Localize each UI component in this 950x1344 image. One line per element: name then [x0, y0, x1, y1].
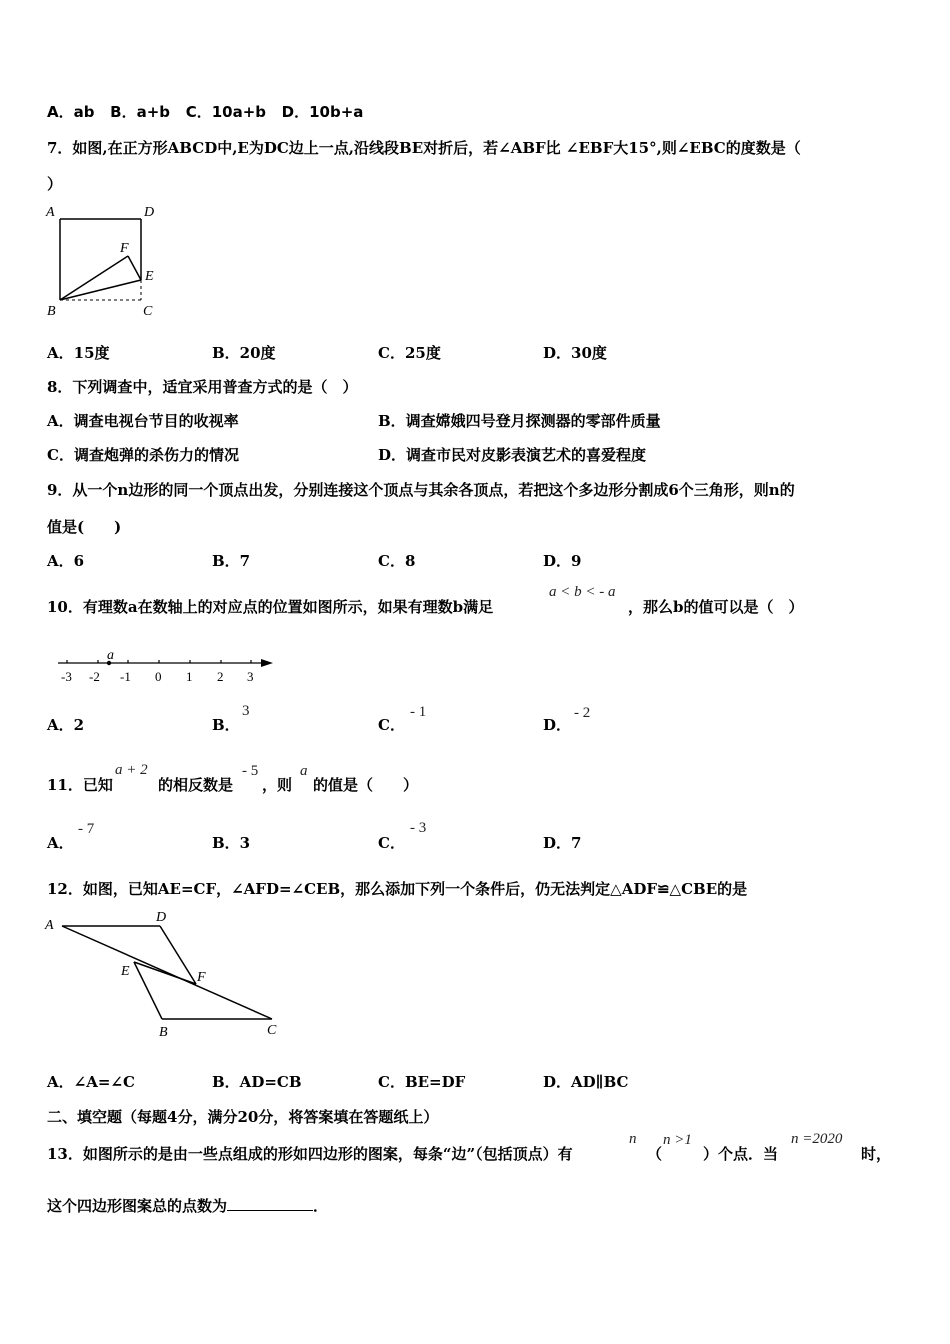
q12-figure — [40, 905, 290, 1045]
q10-tick-neg3: -3 — [61, 669, 72, 684]
q11-option-c: C． — [378, 834, 405, 852]
q11-stem-pre: 11．已知 — [47, 776, 113, 794]
q10-number-line — [55, 645, 280, 690]
q7-label-d: D — [144, 205, 155, 220]
q12-label-a: A — [45, 918, 54, 933]
q7-figure — [40, 200, 170, 325]
q11-expr-a: a — [300, 763, 308, 779]
q7-stem-end: ） — [47, 175, 63, 193]
q10-axis-a-label: a — [107, 648, 114, 663]
q11-option-c-math: - 3 — [410, 820, 427, 836]
q6-option-d: D．10b+a — [281, 103, 364, 121]
q6-option-b: B．a+b — [110, 103, 171, 121]
q11-stem-mid2: ，则 — [262, 776, 293, 794]
q7-option-a: A．15度 — [47, 344, 110, 362]
q11-stem-mid1: 的相反数是 — [158, 776, 234, 794]
q10-tick-1: 1 — [186, 669, 193, 684]
q11-expr-neg5: - 5 — [242, 763, 259, 779]
q10-formula: a < b < - a — [549, 584, 616, 600]
q10-tick-3: 3 — [247, 669, 254, 684]
q9-stem-end: 值是( ) — [47, 518, 122, 536]
q6-option-a: A．ab — [47, 103, 95, 121]
q12-label-d: D — [156, 910, 167, 925]
q11-option-d: D．7 — [543, 834, 582, 852]
q9-option-a: A．6 — [47, 552, 85, 570]
q7-option-d: D．30度 — [543, 344, 607, 362]
q13-stem-post: 时， — [861, 1145, 892, 1163]
q10-option-a: A．2 — [47, 716, 85, 734]
q7-option-b: B．20度 — [212, 344, 276, 362]
q13-paren-close: ）个点．当 — [703, 1145, 779, 1163]
q10-option-c: C． — [378, 716, 405, 734]
q11-option-a-math: - 7 — [78, 821, 95, 837]
q9-option-b: B．7 — [212, 552, 251, 570]
q7-option-c: C．25度 — [378, 344, 441, 362]
q12-option-d: D．AD∥BC — [543, 1073, 629, 1091]
q13-n: n — [629, 1131, 637, 1147]
q10-tick-neg1: -1 — [120, 669, 131, 684]
q8-option-a: A．调查电视台节目的收视率 — [47, 412, 239, 430]
q11-option-a: A． — [47, 834, 74, 852]
q7-label-a: A — [46, 205, 55, 220]
section2-heading: 二、填空题（每题4分，满分20分，将答案填在答题纸上） — [47, 1108, 439, 1126]
q7-label-f: F — [120, 241, 129, 256]
q12-option-c: C．BE=DF — [378, 1073, 466, 1091]
q13-line2 — [47, 1196, 328, 1215]
q7-label-c: C — [143, 304, 153, 319]
q8-option-c: C．调查炮弹的杀伤力的情况 — [47, 446, 239, 464]
q12-option-a: A．∠A=∠C — [47, 1073, 135, 1091]
q12-label-e: E — [121, 964, 130, 979]
q10-option-c-math: - 1 — [410, 704, 427, 720]
q8-option-b: B．调查嫦娥四号登月探测器的零部件质量 — [378, 412, 661, 430]
q6-option-c: C．10a+b — [185, 103, 266, 121]
q13-cond: n >1 — [663, 1132, 692, 1148]
q7-label-b: B — [47, 304, 56, 319]
q6-options — [47, 103, 363, 121]
q10-option-d-math: - 2 — [574, 705, 591, 721]
q13-paren-open: （ — [647, 1145, 663, 1163]
q8-option-d: D．调查市民对皮影表演艺术的喜爱程度 — [378, 446, 647, 464]
q9-stem: 9．从一个n边形的同一个顶点出发，分别连接这个顶点与其余各顶点，若把这个多边形分割成6个三角形，则n的 — [47, 481, 795, 499]
q13-cond2: n =2020 — [791, 1131, 843, 1147]
q9-option-d: D．9 — [543, 552, 582, 570]
q10-option-b: B． — [212, 716, 240, 734]
q13-line2-post: ． — [313, 1197, 329, 1215]
q12-stem: 12．如图，已知AE=CF，∠AFD=∠CEB，那么添加下列一个条件后，仍无法判定△ADF≌△CBE的是 — [47, 880, 748, 898]
q8-stem: 8．下列调查中，适宜采用普查方式的是（ ） — [47, 378, 358, 396]
q10-option-d: D． — [543, 716, 572, 734]
q13-stem-pre: 13．如图所示的是由一些点组成的形如四边形的图案，每条“边”（包括顶点）有 — [47, 1145, 573, 1163]
q11-stem-post: 的值是（ ） — [313, 776, 419, 794]
q10-tick-neg2: -2 — [89, 669, 100, 684]
q12-label-b: B — [159, 1025, 168, 1040]
q7-stem: 7．如图,在正方形ABCD中,E为DC边上一点,沿线段BE对折后，若∠ABF比 ∠EBF大15°,则∠EBC的度数是（ — [47, 139, 801, 157]
q11-option-b: B．3 — [212, 834, 251, 852]
q10-tick-0: 0 — [155, 669, 162, 684]
q9-option-c: C．8 — [378, 552, 416, 570]
q10-stem-post: ，那么b的值可以是（ ） — [628, 598, 804, 616]
q10-option-b-math: 3 — [242, 703, 250, 719]
q11-expr-a-plus-2: a + 2 — [115, 762, 148, 778]
q12-label-f: F — [197, 970, 206, 985]
q12-option-b: B．AD=CB — [212, 1073, 302, 1091]
q10-tick-2: 2 — [217, 669, 224, 684]
q13-line2-pre: 这个四边形图案总的点数为 — [47, 1197, 228, 1215]
q13-answer-blank[interactable] — [227, 1196, 313, 1211]
q7-label-e: E — [145, 269, 154, 284]
q12-label-c: C — [267, 1023, 277, 1038]
q10-stem-pre: 10．有理数a在数轴上的对应点的位置如图所示，如果有理数b满足 — [47, 598, 494, 616]
